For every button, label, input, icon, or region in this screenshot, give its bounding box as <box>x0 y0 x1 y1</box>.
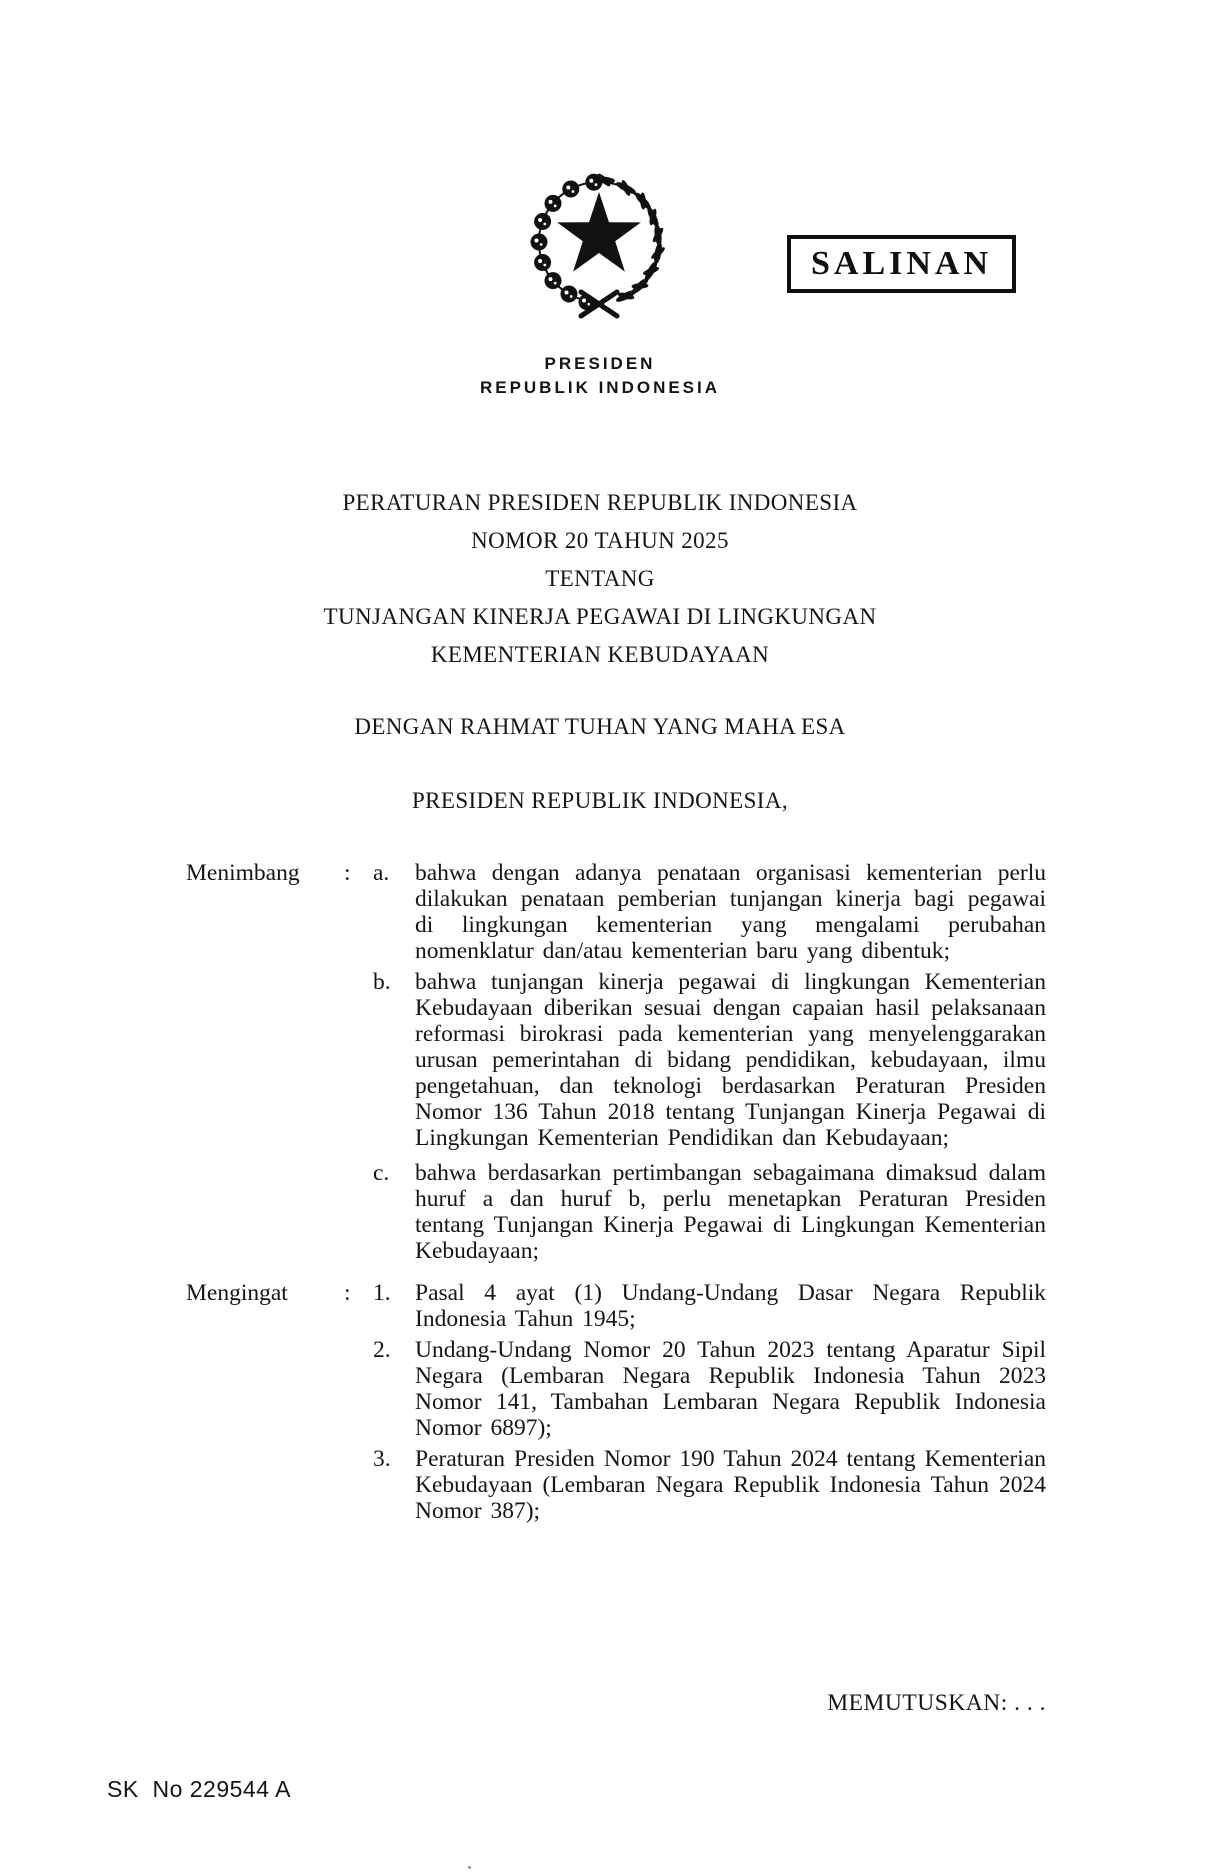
recalling-colon: : <box>344 1280 351 1306</box>
considering-text-c: bahwa berdasarkan pertimbangan sebagaimana dimaksud dalam huruf a dan huruf b, perlu menetapkan Peraturan Presiden tentang Tunjangan Kinerja Pegawai di Lingkungan Kementerian Kebudayaan; <box>415 1160 1046 1264</box>
letterhead-republik-indonesia: REPUBLIK INDONESIA <box>479 378 721 397</box>
considering-text-b: bahwa tunjangan kinerja pegawai di lingkungan Kementerian Kebudayaan diberikan sesuai dengan capaian hasil pelaksanaan reformasi birokrasi pada kementerian yang menyelenggarakan urusan pemerintahan di bidang pendidikan, kebudayaan, ilmu pengetahuan, dan teknologi berdasarkan Peraturan Presiden Nomor 136 Tahun 2018 tentang Tunjangan Kinerja Pegawai di Lingkungan Kementerian Pendidikan dan Kebudayaan; <box>415 969 1046 1151</box>
scan-speck <box>468 1866 471 1869</box>
star-wreath-emblem-icon <box>520 164 678 332</box>
recalling-marker-3: 3. <box>373 1446 391 1472</box>
considering-row-a <box>186 860 1046 964</box>
considering-label: Menimbang <box>186 860 300 886</box>
salinan-stamp-label: SALINAN <box>811 245 993 282</box>
title-line-subject-1: TUNJANGAN KINERJA PEGAWAI DI LINGKUNGAN <box>323 604 877 629</box>
considering-text-a: bahwa dengan adanya penataan organisasi kementerian perlu dilakukan penataan pemberian tunjangan kinerja bagi pegawai di lingkungan kementerian yang mengalami perubahan nomenklatur dan/atau kementerian baru yang dibentuk; <box>415 860 1046 964</box>
letterhead-presiden: PRESIDEN <box>544 354 656 373</box>
title-line-nomor: NOMOR 20 TAHUN 2025 <box>471 528 729 553</box>
title-line-subject-2: KEMENTERIAN KEBUDAYAAN <box>430 642 770 667</box>
title-line-tentang: TENTANG <box>545 566 655 591</box>
sk-number: SK No 229544 A <box>107 1776 291 1802</box>
recalling-row-2 <box>186 1337 1046 1441</box>
recalling-text-3: Peraturan Presiden Nomor 190 Tahun 2024 tentang Kementerian Kebudayaan (Lembaran Negara Republik Indonesia Tahun 2024 Nomor 387); <box>415 1446 1046 1524</box>
recalling-marker-1: 1. <box>373 1280 391 1306</box>
recalling-marker-2: 2. <box>373 1337 391 1363</box>
title-line-peraturan: PERATURAN PRESIDEN REPUBLIK INDONESIA <box>342 490 858 515</box>
recalling-label: Mengingat <box>186 1280 288 1306</box>
salinan-copy-stamp <box>787 235 1016 293</box>
considering-colon: : <box>344 860 351 886</box>
recalling-text-2: Undang-Undang Nomor 20 Tahun 2023 tentang Aparatur Sipil Negara (Lembaran Negara Republik Indonesia Tahun 2023 Nomor 141, Tambahan Lembaran Negara Republik Indonesia Nomor 6897); <box>415 1337 1046 1441</box>
recalling-row-3 <box>186 1446 1046 1524</box>
considering-row-b <box>186 969 1046 1151</box>
invocation-line: DENGAN RAHMAT TUHAN YANG MAHA ESA <box>354 714 846 739</box>
authority-line: PRESIDEN REPUBLIK INDONESIA, <box>411 788 788 813</box>
considering-marker-c: c. <box>373 1160 390 1186</box>
considering-marker-a: a. <box>373 860 390 886</box>
letterhead <box>0 352 1200 400</box>
recalling-row-1 <box>186 1280 1046 1332</box>
regulation-title <box>0 484 1200 674</box>
decision-continuation-line: MEMUTUSKAN: . . . <box>827 1690 1046 1716</box>
preamble-body <box>186 860 1046 1524</box>
recalling-text-1: Pasal 4 ayat (1) Undang-Undang Dasar Negara Republik Indonesia Tahun 1945; <box>415 1280 1046 1332</box>
considering-row-c <box>186 1160 1046 1264</box>
considering-marker-b: b. <box>373 969 391 995</box>
